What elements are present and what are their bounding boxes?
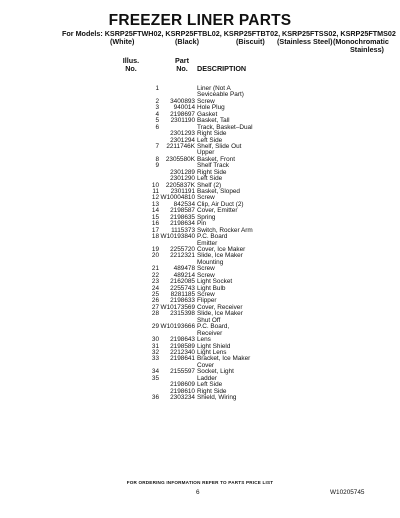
part-no: 2162085 [170, 278, 195, 286]
part-no: 2198610 [170, 387, 195, 395]
illus-no: 34 [151, 368, 159, 376]
part-description: Emitter [197, 239, 218, 247]
ordering-note: FOR ORDERING INFORMATION REFER TO PARTS PRICE LIST [126, 480, 274, 485]
part-description: Upper [197, 149, 215, 157]
part-description: Right Side [197, 387, 227, 395]
part-description: Basket, Sloped [197, 188, 240, 195]
illus-no: 22 [151, 271, 159, 279]
part-no: 2301289 [170, 168, 195, 176]
part-no: 2255720 [170, 245, 195, 253]
illus-no: 5 [155, 117, 159, 125]
part-description: Ladder [197, 374, 217, 382]
part-header-line2: No. [176, 64, 188, 74]
part-no: 2301294 [170, 136, 195, 144]
part-no: 2198587 [170, 207, 195, 215]
part-description: P.C. Board [197, 233, 228, 241]
part-description: Pin [197, 220, 207, 228]
part-no: 1115373 [171, 226, 195, 234]
part-no: 2303234 [170, 394, 195, 401]
part-description: Basket, Front [197, 155, 236, 163]
illus-no: 2 [155, 97, 159, 105]
part-description: Cover, Emitter [197, 207, 238, 215]
part-description: Socket, Light [197, 368, 234, 376]
part-no: 2301190 [170, 117, 195, 125]
color-monochromatic: (Monochromatic [333, 37, 389, 47]
part-description: Screw [197, 291, 215, 298]
part-description: Right Side [197, 130, 227, 138]
illus-no: 29 [151, 323, 159, 331]
part-no: W10193840 [160, 233, 195, 241]
illus-no: 6 [155, 123, 159, 131]
part-description: Shield, Wiring [197, 394, 237, 401]
part-no: W10004810 [160, 194, 195, 202]
illus-no: 10 [151, 181, 159, 189]
part-no: 2301290 [170, 175, 195, 183]
part-description: Left Side [197, 381, 223, 389]
part-no: 2198634 [170, 220, 195, 228]
part-description: Clip, Air Duct (2) [197, 200, 244, 208]
illus-no: 36 [151, 394, 159, 401]
part-description: Cover [197, 361, 215, 369]
color-monochromatic-cont: Stainless) [350, 45, 384, 55]
illus-no: 8 [155, 155, 159, 163]
color-stainless: (Stainless Steel) [277, 37, 333, 47]
part-no: 489478 [173, 265, 195, 273]
part-description: Gasket [197, 110, 218, 118]
illus-no: 3 [155, 104, 159, 112]
color-black: (Black) [175, 37, 199, 47]
part-no: 2211746K [166, 142, 195, 150]
part-description: Screw [197, 265, 215, 273]
part-description: Screw [197, 194, 215, 202]
illus-no: 14 [151, 207, 159, 215]
part-description: Liner (Not A [197, 85, 231, 92]
illus-no: 21 [151, 265, 159, 273]
part-description: Flipper [197, 297, 217, 305]
part-description: Shelf, Slide Out [197, 142, 242, 150]
part-no: 2205837K [165, 181, 195, 189]
part-no: 2198589 [170, 342, 195, 350]
part-no-header [172, 57, 192, 73]
illus-no: 26 [151, 297, 159, 305]
illus-no: 16 [151, 220, 159, 228]
part-description: Screw [197, 97, 215, 105]
part-description: Seviceable Part) [197, 91, 244, 99]
part-no: 2198643 [170, 336, 195, 344]
illus-no: 30 [151, 336, 159, 344]
table-row [128, 395, 328, 401]
part-no: 2301293 [170, 130, 195, 138]
part-description: Shelf Track [197, 162, 229, 170]
part-no: 2212321 [170, 252, 195, 260]
part-no: W10173569 [160, 303, 195, 311]
illus-no: 24 [151, 284, 159, 292]
color-biscuit: (Biscuit) [236, 37, 265, 47]
part-description: Left Side [197, 175, 223, 183]
part-description: Slide, Ice Maker [197, 310, 243, 318]
part-no: 3400893 [170, 97, 195, 105]
illus-no: 28 [151, 310, 159, 318]
document-number: W10205745 [330, 489, 365, 496]
illus-no: 20 [151, 252, 159, 260]
models-line: For Models: KSRP25FTWH02, KSRP25FTBL02, KSRP25FTBT02, KSRP25FTSS02, KSRP25FTMS02 [62, 29, 396, 38]
part-no: 2198697 [170, 110, 195, 118]
part-no: 2155597 [170, 368, 195, 376]
illus-no: 1 [155, 85, 159, 92]
illus-no: 31 [151, 342, 159, 350]
part-no: 489214 [173, 271, 195, 279]
part-description: P.C. Board, [197, 323, 230, 331]
part-no: 842534 [173, 200, 195, 208]
part-description: Slide, Ice Maker [197, 252, 243, 260]
part-description: Shut Off [197, 316, 221, 324]
illus-no-header [121, 57, 141, 73]
part-description: Light Lens [197, 348, 227, 356]
part-description: Cover, Receiver [197, 303, 243, 311]
illus-header-line2: No. [125, 64, 137, 74]
illus-no: 19 [151, 245, 159, 253]
part-description: Light Socket [197, 278, 233, 286]
part-no: 2212340 [170, 348, 195, 356]
illus-no: 12 [151, 194, 159, 202]
model-list [62, 29, 396, 55]
part-no: 2305580K [165, 155, 195, 163]
illus-no: 32 [151, 348, 159, 356]
part-no: 2198609 [170, 381, 195, 389]
part-description: Lens [197, 336, 211, 344]
part-description: Shelf (2) [197, 181, 222, 189]
part-no: 2198633 [170, 297, 195, 305]
illus-no: 33 [151, 355, 159, 363]
part-no: 2255743 [170, 284, 195, 292]
illus-header-line1: Illus. [122, 56, 140, 65]
parts-list [128, 86, 328, 401]
part-header-line1: Part [175, 56, 189, 65]
illus-no: 27 [151, 303, 159, 311]
part-no: 2315398 [170, 310, 195, 318]
illus-no: 4 [155, 110, 159, 118]
illus-no: 9 [155, 162, 159, 170]
illus-no: 15 [151, 213, 159, 221]
part-description: Track, Basket–Dual [197, 123, 253, 131]
color-white: (White) [110, 37, 135, 47]
part-description: Right Side [197, 168, 227, 176]
part-description: Spring [197, 213, 216, 221]
part-description: Light Shield [197, 342, 231, 350]
page-title: FREEZER LINER PARTS [108, 12, 292, 29]
part-no: 2301191 [170, 188, 195, 195]
illus-no: 17 [151, 226, 159, 234]
illus-no: 13 [151, 200, 159, 208]
page-number: 6 [196, 489, 200, 496]
part-no: 940014 [173, 104, 195, 112]
illus-no: 23 [151, 278, 159, 286]
part-no: 2198641 [170, 355, 195, 363]
illus-no: 25 [151, 291, 159, 298]
part-description: Cover, Ice Maker [197, 245, 246, 253]
illus-no: 18 [151, 233, 159, 241]
part-no: 2198635 [170, 213, 195, 221]
part-description: Screw [197, 271, 215, 279]
part-no: W10193666 [160, 323, 195, 331]
illus-no: 11 [152, 188, 159, 195]
illus-no: 35 [151, 374, 159, 382]
part-description: Left Side [197, 136, 223, 144]
description-header: DESCRIPTION [197, 64, 247, 73]
part-description: Light Bulb [197, 284, 226, 292]
part-description: Hole Plug [197, 104, 225, 112]
illus-no: 7 [155, 142, 159, 150]
part-description: Basket, Tall [197, 117, 230, 125]
part-no: 8281185 [170, 291, 195, 298]
part-description: Receiver [197, 329, 223, 337]
part-description: Switch, Rocker Arm [197, 226, 253, 234]
part-description: Bracket, Ice Maker [197, 355, 251, 363]
part-description: Mounting [197, 258, 224, 266]
